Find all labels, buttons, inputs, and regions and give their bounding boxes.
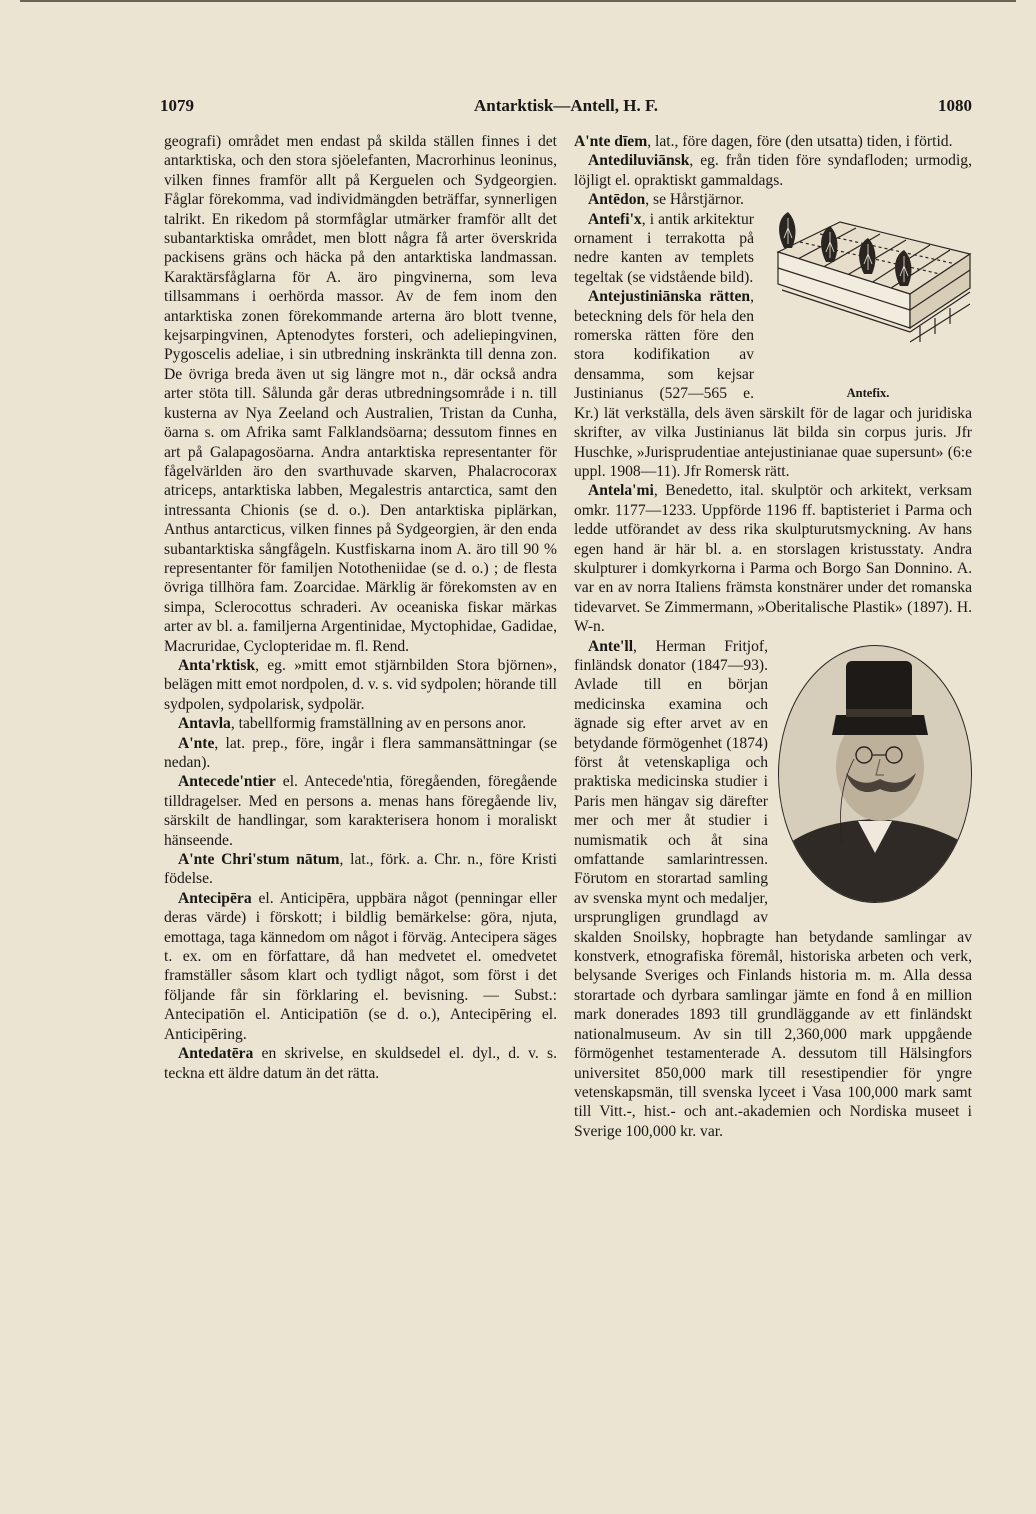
entry-antefix: Antefi'x, i antik arkitektur ornament i terrakotta på nedre kanten av templets tegeltak (se vidstående bild).	[574, 210, 754, 286]
entry-antelami: Antela'mi, Benedetto, ital. skulptör och arkitekt, verksam omkr. 1177—1233. Uppförde 1196 ff. baptisteriet i Parma och ledde utförandet av dess rika skulpturutsmyckning. Av hans egen hand är här bl. a. en storslagen kristusstaty. Andra skulpturer i domkyrkorna i Parma och Borgo San Donnino. A. var en av norra Italiens främsta konstnärer under det romanska tidevarvet. Se Zimmermann, »Oberitalische Plastik» (1897). H. W-n.	[574, 482, 972, 636]
author-signature: H. W-n.	[574, 598, 972, 636]
page-number-right: 1080	[938, 96, 972, 115]
page-number-left: 1079	[160, 96, 194, 115]
entry-antedon: Antēdon, se Hårstjärnor.	[588, 191, 744, 209]
entry-antarktis-fauna: geografi) området men endast på skilda ställen finnes i det antarktiska, och den stora sjöelefanten, Macrorhinus leoninus, vilken finnes framför allt på Kerguelen och Sydgeorgien. Fåglar förekomma, vad individmängden beträffar, synnerligen talrikt. En rikedom på stormfåglar utmärker framför allt det subantarktiska området, men blott några få arter överskrida packisens gräns och häcka på den antarktiska landmassan. Karaktärsfåglarna för A. äro pingvinerna, som leva tillsammans i oerhörda massor. Av de fem inom den antarktiska zonen förekommande arterna äro blott tvenne, kejsarpingvinen, Aptenodytes forsteri, och adeliepingvinen, Pygoscelis adeliae, i sin utbredning inskränkta till denna zon. De övriga breda även ut sig längre mot n., där också andra arter stöta till. Sålunda går deras utbredningsområde i n. till kusterna av Nya Zeeland och Australien, Tristan da Cunha, öarna s. om Afrika samt Falklandsöarna; dessutom finnes en art på Galapagosöarna. Andra antarktiska representanter för fågelvärlden äro den svarthuvade skarven, Phalacrocorax atriceps, antarktiska labben, Megalestris antarctica, samt den intressanta Chionis (se d. o.). Den antarktiska piplärkan, Anthus antarcticus, vilken finnes på Sydgeorgien, är den enda subantarktiska sångfågeln. Kustfiskarna inom A. äro till 90 % representanter för familjen Nototheniidae (se d. o.) ; de flesta övriga tillhöra fam. Zoarcidae. Märklig är förekomsten av en simpa, Sclerocottus schraderi. Av oceaniska fiskar märkas arter av bl. a. familjerna Argentinidae, Myctophidae, Gadidae, Macruridae, Cyclopteridae m. fl. Rend.	[164, 133, 557, 655]
running-title: Antarktisk—Antell, H. F.	[473, 96, 659, 115]
entry-antecedentier: Antecede'ntier el. Antecede'ntia, föregåenden, föregående tilldragelser. Med en persons a. menas hans föregående liv, särskilt de handlingar, som karakterisera honom i moraliskt hänseende.	[164, 773, 557, 849]
top-rule	[20, 0, 1016, 2]
antefix-figure	[760, 208, 976, 404]
entry-antavla: Antavla, tabellformig framställning av en persons anor.	[178, 715, 527, 733]
right-column	[574, 132, 972, 1141]
entry-ante-diem: A'nte dīem, lat., före dagen, före (den utsatta) tiden, i förtid.	[574, 133, 953, 150]
portrait-figure	[776, 643, 974, 905]
entry-antedatera: Antedatēra en skrivelse, en skuldsedel el. dyl., d. v. s. teckna ett äldre datum än det rätta.	[164, 1045, 557, 1082]
entry-antejustinianska: Antejustiniānska rätten, beteckning dels för hela den romerska rätten före den stora kodifikation av densamma, som kejsar Justinianus (527—565 e. Kr.) lät verkställa, dels även särskilt för de lagar och juridiska skrifter, av vilka Justinianus lät bilda sin corpus juris. Jfr Huschke, »Jurisprudentiae antejustinianae quae supersunt» (6:e uppl. 1908—11). Jfr Romersk rätt.	[574, 288, 972, 480]
antefix-illustration	[760, 208, 976, 386]
left-column	[164, 132, 557, 1083]
entry-antarktisk: Anta'rktisk, eg. »mitt emot stjärnbilden Stora björnen», belägen mitt emot nordpolen, d. v. s. vid sydpolen; hörande till sydpolen, sydpolarisk, sydpolär.	[164, 656, 557, 713]
portrait-antell	[776, 643, 974, 905]
antefix-caption: Antefix.	[846, 386, 890, 401]
page-header	[160, 96, 972, 120]
entry-antediluviansk: Antediluviānsk, eg. från tiden före syndafloden; urmodig, löjligt el. opraktiskt gammaldags.	[574, 152, 972, 189]
entry-antell: Ante'll, Herman Fritjof, finländsk donator (1847—93). Avlade till en början medicinska examina och ägnade sig efter arvet av en betydande förmögenhet (1874) först åt vetenskapliga och praktiska medicinska studier i Paris men hängav sig därefter mer och mer åt studier i numismatik och åt sina omfattande samlarintressen. Förutom en storartad samling av svenska mynt och medaljer, ursprungligen grundlagd av skalden Snoilsky, hopbragte han betydande samlingar av konstverk, etnografiska föremål, historiska arbeten och verk, belysande Sveriges och Finlands historia m. m. Alla dessa storartade och dyrbara samlingar jämte en fond å en million mark donerades 1893 till grundläggande av ett finländskt nationalmuseum. Av sin till 2,360,000 mark uppgående förmögenhet testamenterade A. dessutom till Hälsingfors universitet 850,000 mark till resestipendier för yngre vetenskapsmän, till svenska lyceet i Vasa 100,000 mark samt till Vitt.-, hist.- och ant.-akademien och Nordiska museet i Sverige 100,000 kr. var.	[574, 637, 972, 1140]
entry-antecipera: Antecipēra el. Anticipēra, uppbära något (penningar eller deras värde) i förskott; i bildlig bemärkelse: göra, njuta, emottaga, taga kännedom om något i förväg. Antecipera säges t. ex. om en författare, då han medvetet el. omedvetet framställer såsom klart och tydligt något, som först i det följande får sin förklaring el. bevisning. — Subst.: Antecipatiōn el. Anticipatiōn (se d. o.), Antecipēring el. Anticipēring.	[164, 889, 557, 1043]
entry-ante: A'nte, lat. prep., före, ingår i flera sammansättningar (se nedan).	[164, 734, 557, 771]
entry-ante-christum: A'nte Chri'stum nātum, lat., förk. a. Chr. n., före Kristi födelse.	[164, 851, 557, 888]
